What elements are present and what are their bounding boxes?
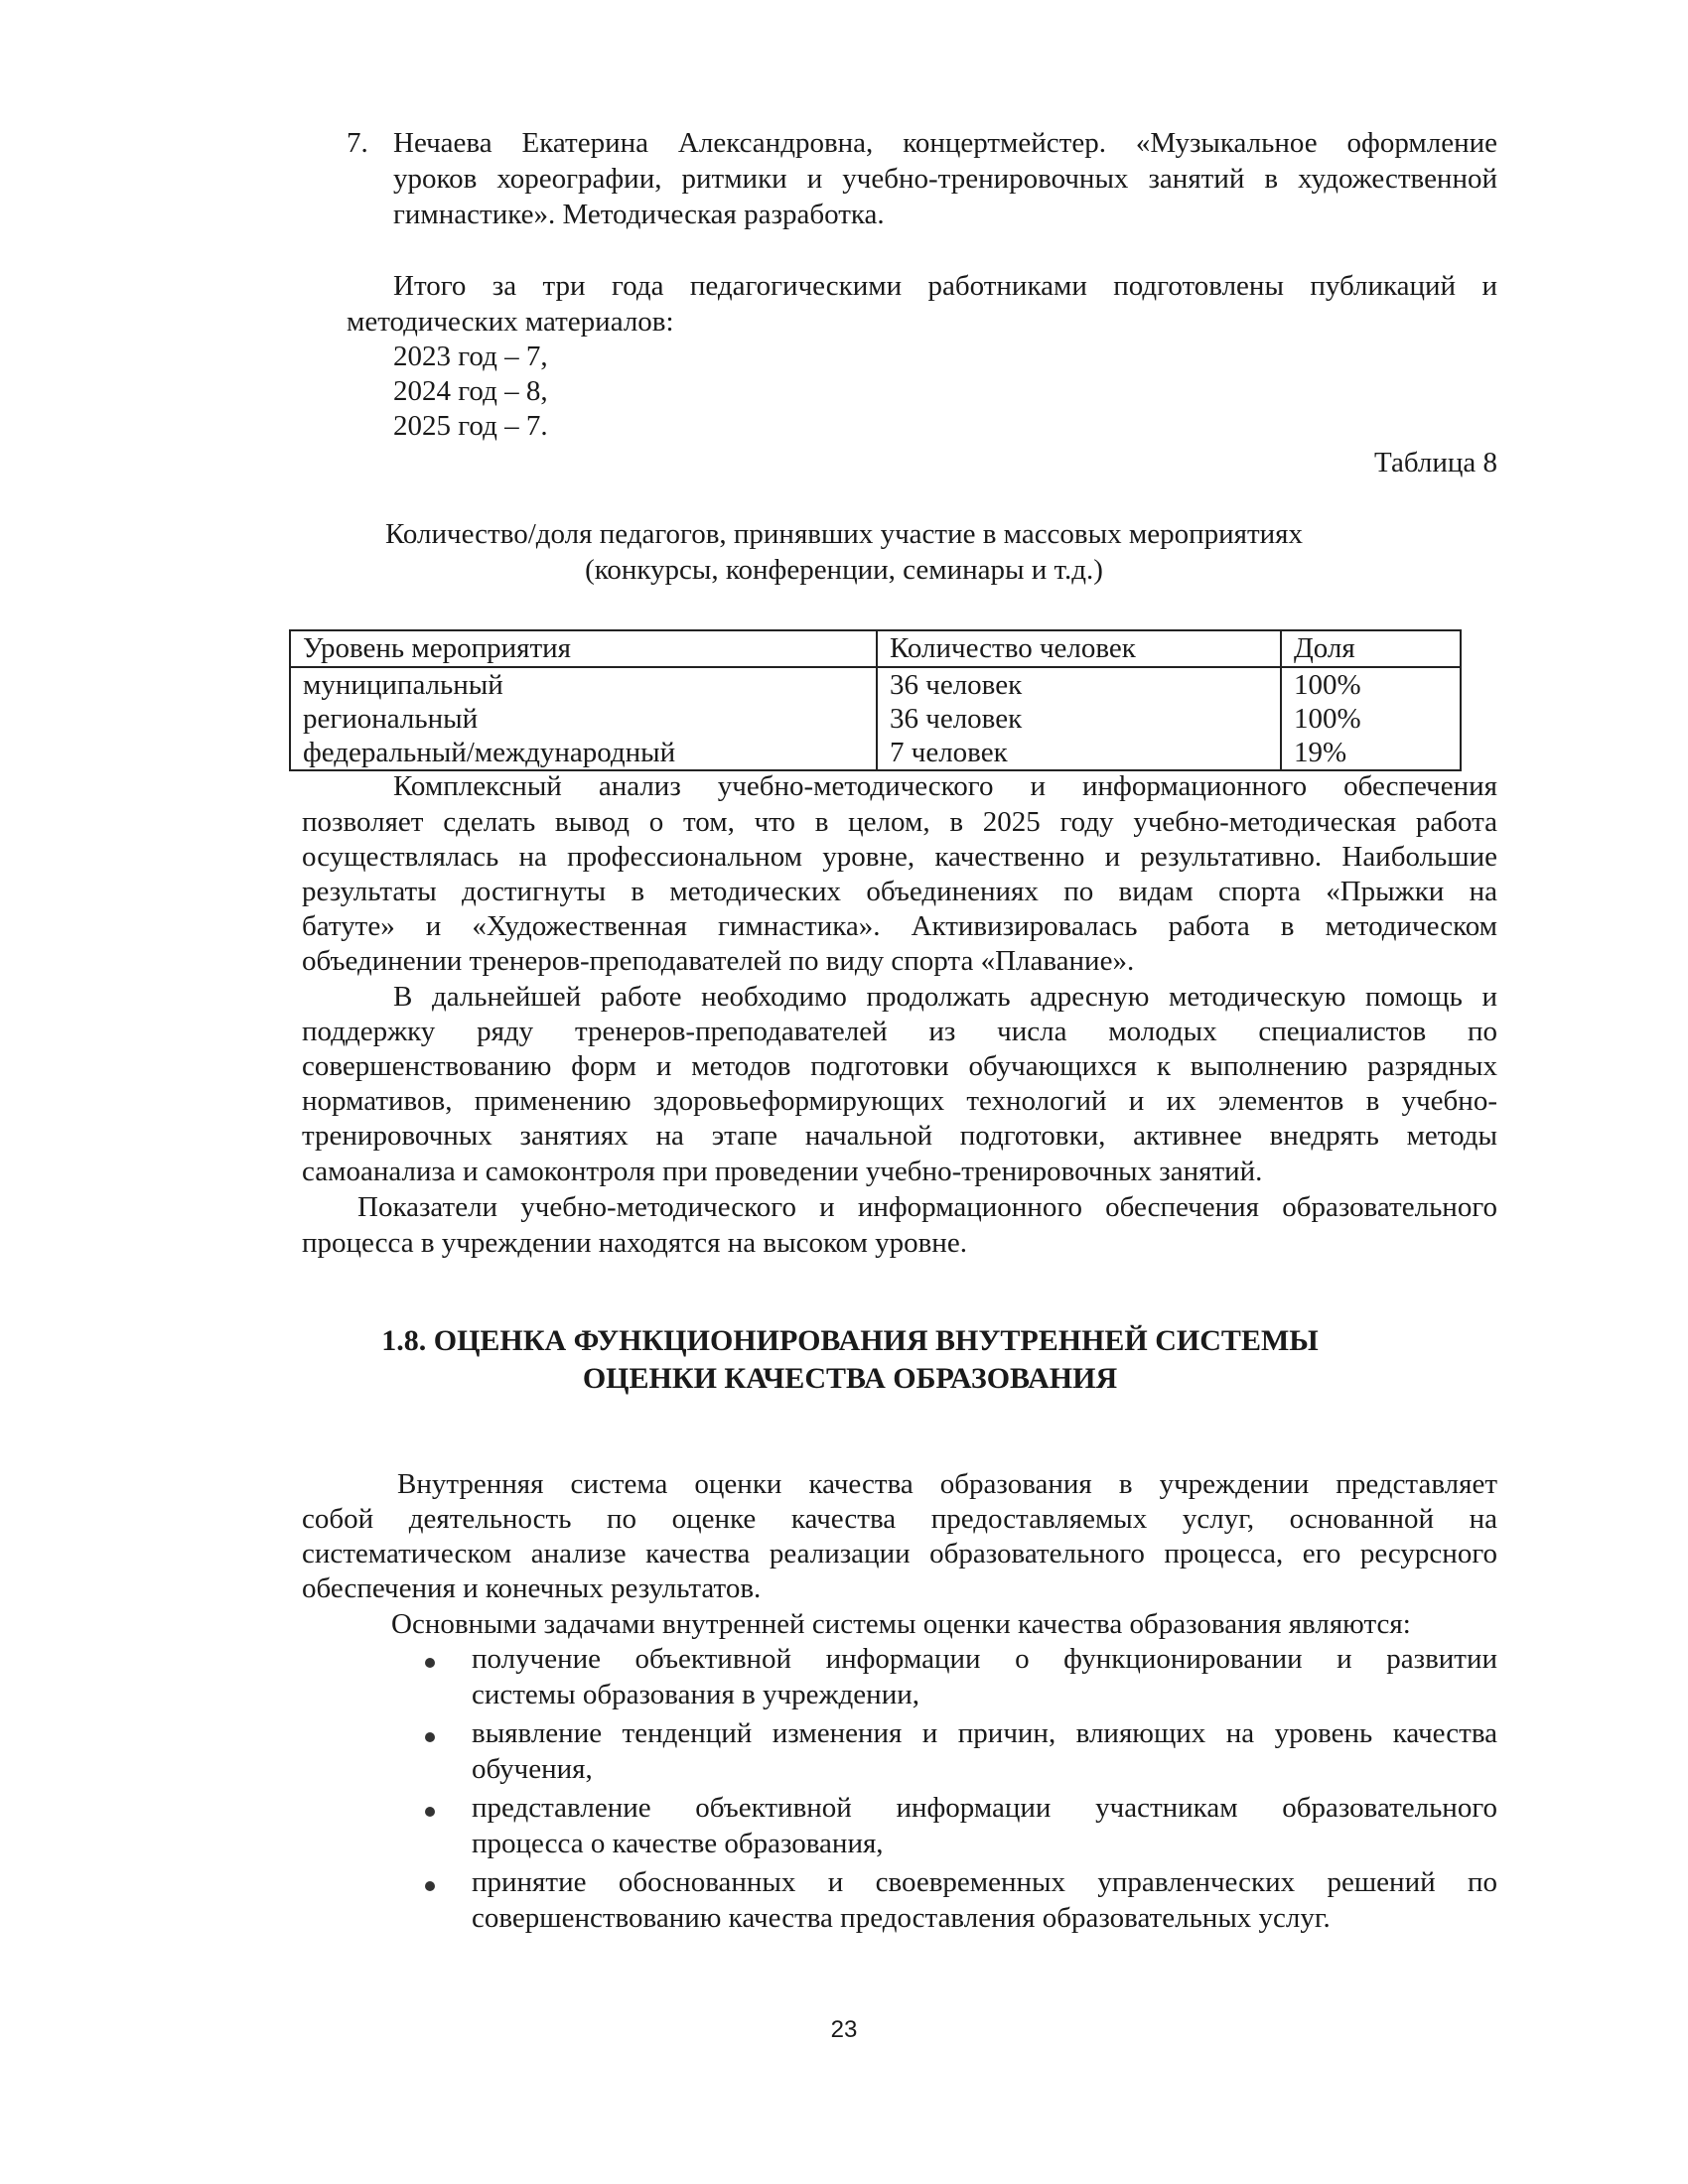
summary-year-2024: 2024 год – 8, <box>393 375 548 407</box>
analysis-p1-line-3: осуществлялась на профессиональном уровне, качественно и результативно. Наибольшие <box>302 841 1497 873</box>
table-caption-line-1: Количество/доля педагогов, принявших участие в массовых мероприятиях <box>385 518 1303 550</box>
header-count: Количество человек <box>877 630 1281 667</box>
cell-count: 36 человек <box>877 667 1281 702</box>
analysis-p1-line-6: объединении тренеров-преподавателей по виду спорта «Плавание». <box>302 945 1135 977</box>
cell-share: 100% <box>1281 702 1461 736</box>
summary-line-2: методических материалов: <box>347 306 674 338</box>
table-row <box>290 667 1461 702</box>
item7-line-3: гимнастике». Методическая разработка. <box>393 199 885 230</box>
task-1-line-1: получение объективной информации о функционировании и развитии <box>472 1643 1497 1675</box>
participation-table <box>289 629 1462 771</box>
cell-share: 19% <box>1281 736 1461 770</box>
section-heading-line-1: 1.8. ОЦЕНКА ФУНКЦИОНИРОВАНИЯ ВНУТРЕННЕЙ СИСТЕМЫ <box>381 1324 1319 1357</box>
section-intro-line-4: обеспечения и конечных результатов. <box>302 1572 762 1604</box>
analysis-p1-line-1: Комплексный анализ учебно-методического и информационного обеспечения <box>393 770 1497 802</box>
task-4-line-2: совершенствованию качества предоставления образовательных услуг. <box>472 1902 1331 1934</box>
analysis-p2-line-1: В дальнейшей работе необходимо продолжать адресную методическую помощь и <box>393 981 1497 1013</box>
table-header-row <box>290 630 1461 667</box>
bullet-icon <box>425 1658 435 1668</box>
list-number: 7. <box>347 127 368 159</box>
table-label: Таблица 8 <box>1373 447 1497 478</box>
analysis-p3-line-1: Показатели учебно-методического и информационного обеспечения образовательного <box>357 1191 1497 1223</box>
task-4-line-1: принятие обоснованных и своевременных управленческих решений по <box>472 1866 1497 1898</box>
section-heading-line-2: ОЦЕНКИ КАЧЕСТВА ОБРАЗОВАНИЯ <box>582 1362 1118 1395</box>
cell-level: муниципальный <box>290 667 877 702</box>
cell-count: 36 человек <box>877 702 1281 736</box>
analysis-p1-line-5: батуте» и «Художественная гимнастика». Активизировалась работа в методическом <box>302 910 1497 942</box>
task-1-line-2: системы образования в учреждении, <box>472 1679 919 1710</box>
bullet-icon <box>425 1881 435 1891</box>
header-level: Уровень мероприятия <box>290 630 877 667</box>
item7-line-1: Нечаева Екатерина Александровна, концертмейстер. «Музыкальное оформление <box>393 127 1497 159</box>
analysis-p2-line-3: совершенствованию форм и методов подготовки обучающихся к выполнению разрядных <box>302 1050 1497 1082</box>
analysis-p2-line-4: нормативов, применению здоровьеформирующих технологий и их элементов в учебно- <box>302 1085 1497 1117</box>
summary-line-1: Итого за три года педагогическими работниками подготовлены публикаций и <box>393 270 1497 302</box>
task-3-line-2: процесса о качестве образования, <box>472 1828 884 1859</box>
header-share: Доля <box>1281 630 1461 667</box>
section-intro-line-3: систематическом анализе качества реализации образовательного процесса, его ресурсного <box>302 1538 1497 1570</box>
analysis-p3-line-2: процесса в учреждении находятся на высоком уровне. <box>302 1227 967 1259</box>
bullet-icon <box>425 1732 435 1742</box>
analysis-p1-line-2: позволяет сделать вывод о том, что в целом, в 2025 году учебно-методическая работа <box>302 806 1497 838</box>
task-3-line-1: представление объективной информации участникам образовательного <box>472 1792 1497 1824</box>
summary-year-2025: 2025 год – 7. <box>393 410 548 442</box>
section-intro-line-2: собой деятельность по оценке качества предоставляемых услуг, основанной на <box>302 1503 1497 1535</box>
bullet-icon <box>425 1807 435 1817</box>
table-caption-line-2: (конкурсы, конференции, семинары и т.д.) <box>585 554 1103 586</box>
analysis-p2-line-2: поддержку ряду тренеров-преподавателей из числа молодых специалистов по <box>302 1016 1497 1047</box>
cell-level: федеральный/международный <box>290 736 877 770</box>
cell-share: 100% <box>1281 667 1461 702</box>
table-row <box>290 702 1461 736</box>
analysis-p2-line-5: тренировочных занятиях на этапе начальной подготовки, активнее внедрять методы <box>302 1120 1497 1152</box>
analysis-p1-line-4: результаты достигнуты в методических объединениях по видам спорта «Прыжки на <box>302 876 1497 907</box>
table-row <box>290 736 1461 770</box>
item7-line-2: уроков хореографии, ритмики и учебно-тренировочных занятий в художественной <box>393 163 1497 195</box>
summary-year-2023: 2023 год – 7, <box>393 341 548 372</box>
task-2-line-2: обучения, <box>472 1753 593 1785</box>
page-number: 23 <box>830 2016 858 2043</box>
analysis-p2-line-6: самоанализа и самоконтроля при проведении учебно-тренировочных занятий. <box>302 1156 1263 1187</box>
tasks-lead: Основными задачами внутренней системы оценки качества образования являются: <box>391 1608 1411 1640</box>
task-2-line-1: выявление тенденций изменения и причин, влияющих на уровень качества <box>472 1717 1497 1749</box>
cell-level: региональный <box>290 702 877 736</box>
cell-count: 7 человек <box>877 736 1281 770</box>
section-intro-line-1: Внутренняя система оценки качества образования в учреждении представляет <box>397 1468 1497 1500</box>
